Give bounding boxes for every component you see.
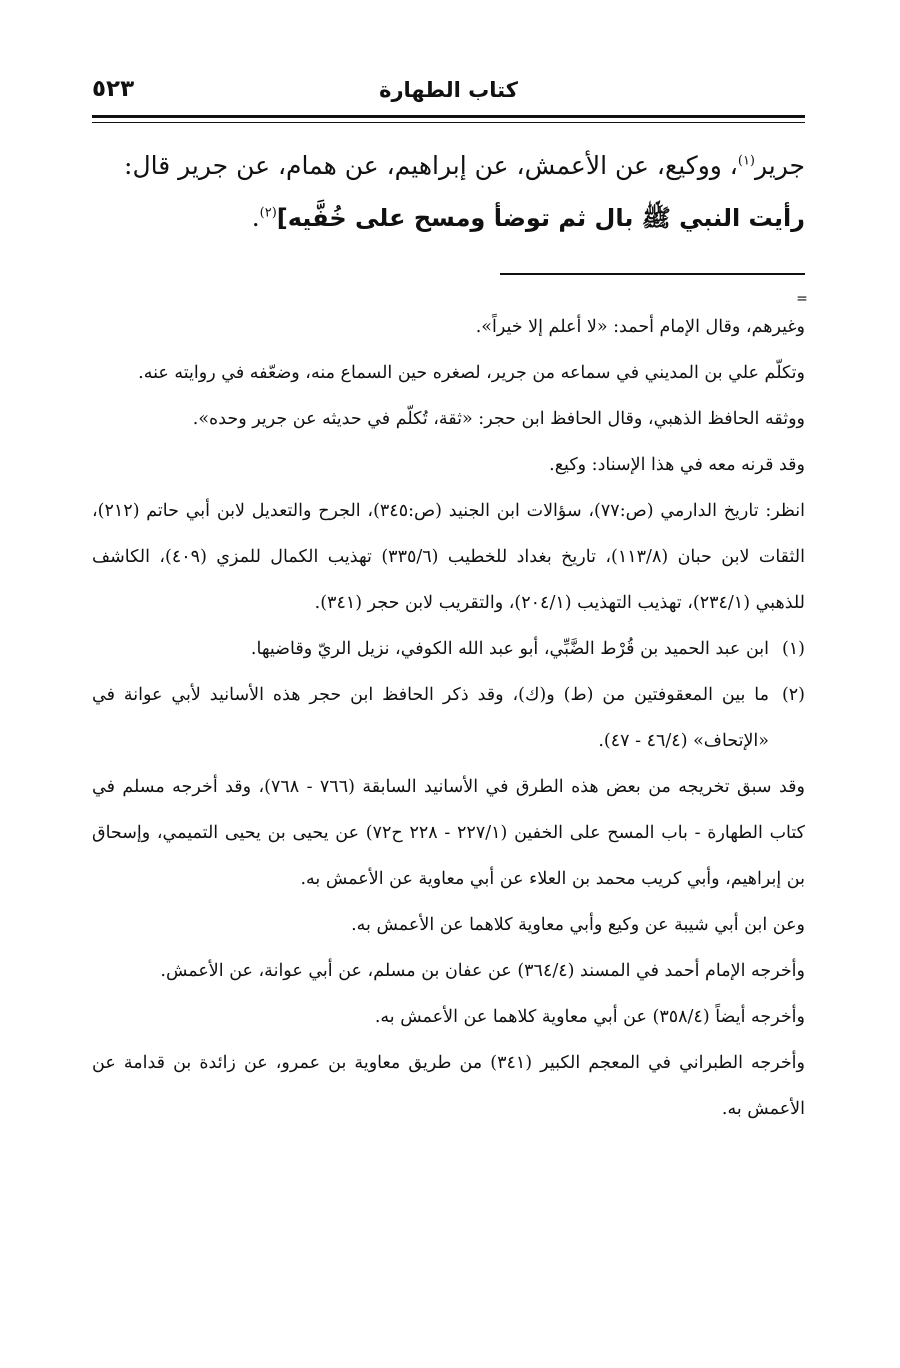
- header-rule-thick: [92, 115, 805, 118]
- footnote-separator: [500, 273, 805, 275]
- footnote-paragraph: وقد قرنه معه في هذا الإسناد: وكيع.: [549, 455, 805, 475]
- main-line-1: جرير$^{(١)}$، ووكيع، عن الأعمش، عن إبراهيم، عن همام، عن جرير قال:: [124, 151, 805, 180]
- footnote-paragraph: وتكلّم علي بن المديني في سماعه من جرير، لصغره حين السماع منه، وضعّفه في روايته عنه.: [138, 363, 805, 383]
- running-title: كتاب الطهارة: [379, 78, 518, 102]
- footnote-paragraph: وعن ابن أبي شيبة عن وكيع وأبي معاوية كلاهما عن الأعمش به.: [351, 915, 805, 935]
- footnote-number: (١): [781, 639, 805, 659]
- page-header: [92, 70, 805, 114]
- footnote-number: (٢): [781, 685, 805, 705]
- footnote-paragraph: انظر: تاريخ الدارمي (ص:٧٧)، سؤالات ابن الجنيد (ص:٣٤٥)، الجرح والتعديل لابن أبي حاتم (٢١٢)، الثقات لابن حبان (١١٣/٨)، تاريخ بغداد للخطيب (٣٣٥/٦) تهذيب الكمال للمزي (٤٠٩)، الكاشف للذهبي (٢٣٤/١)، تهذيب التهذيب (٢٠٤/١)، والتقريب لابن حجر (٣٤١).: [92, 501, 805, 613]
- hadith-text: رأيت النبي ﷺ بال ثم توضأ ومسح على خُفَّيه]: [276, 204, 805, 232]
- footnote-ref-2: (٢): [259, 205, 277, 221]
- footnote-paragraph: وأخرجه الطبراني في المعجم الكبير (٣٤١) من طريق معاوية بن عمرو، عن زائدة بن قدامة عن الأعمش به.: [92, 1053, 805, 1119]
- footnote-paragraph: وقد سبق تخريجه من بعض هذه الطرق في الأسانيد السابقة (٧٦٦ - ٧٦٨)، وقد أخرجه مسلم في كتاب الطهارة - باب المسح على الخفين (٢٢٧/١ - ٢٢٨ ح٧٢) عن يحيى بن يحيى التميمي، وإسحاق بن إبراهيم، وأبي كريب محمد بن العلاء عن أبي معاوية عن الأعمش به.: [92, 777, 805, 889]
- footnote-1: (١)ابن عبد الحميد بن قُرْط الضَّبِّي، أبو عبد الله الكوفي، نزيل الريّ وقاضيها.: [92, 626, 805, 672]
- footnotes: [92, 304, 805, 1132]
- main-text: [92, 140, 805, 244]
- footnote-paragraph: وأخرجه أيضاً (٣٥٨/٤) عن أبي معاوية كلاهما عن الأعمش به.: [374, 1007, 805, 1027]
- footnote-ref-1: (١): [737, 153, 755, 169]
- footnote-paragraph: وغيرهم، وقال الإمام أحمد: «لا أعلم إلا خيراً».: [475, 317, 805, 337]
- main-line-2: رأيت النبي ﷺ بال ثم توضأ ومسح على خُفَّيه]$^{(٢)}$.: [251, 203, 805, 232]
- footnote-paragraph: ووثقه الحافظ الذهبي، وقال الحافظ ابن حجر: «ثقة، تُكلّم في حديثه عن جرير وحده».: [192, 409, 805, 429]
- footnote-continuation-mark: =: [796, 291, 808, 307]
- page-number: ٥٢٣: [92, 76, 135, 102]
- footnote-2: (٢)ما بين المعقوفتين من (ط) و(ك)، وقد ذكر الحافظ ابن حجر هذه الأسانيد لأبي عوانة في «الإتحاف» (٤٦/٤ - ٤٧).: [92, 672, 805, 764]
- header-rule-thin: [92, 122, 805, 123]
- footnote-paragraph: وأخرجه الإمام أحمد في المسند (٣٦٤/٤) عن عفان بن مسلم، عن أبي عوانة، عن الأعمش.: [160, 961, 805, 981]
